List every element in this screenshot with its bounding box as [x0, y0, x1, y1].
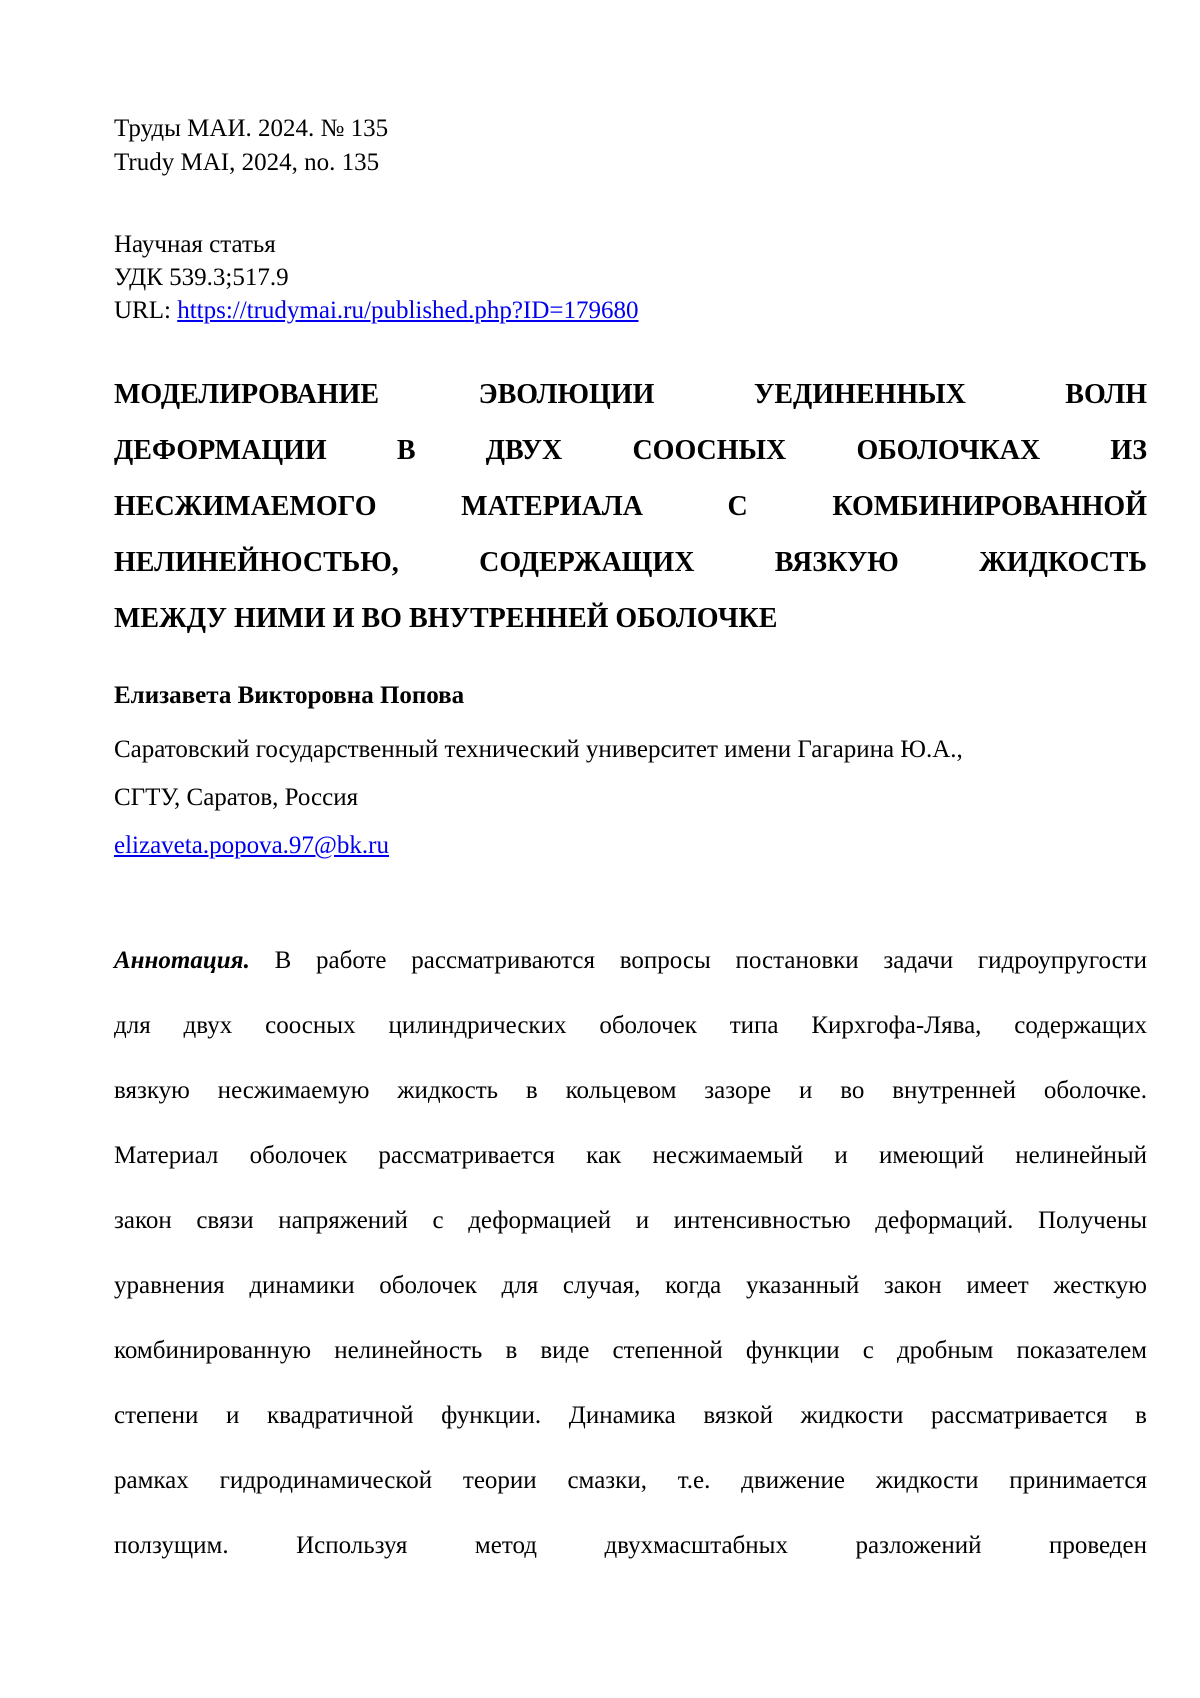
- url-label: URL:: [114, 297, 177, 324]
- article-url-link[interactable]: https://trudymai.ru/published.php?ID=179680: [177, 297, 638, 324]
- affiliation-line-2: СГТУ, Саратов, Россия: [114, 774, 963, 822]
- journal-title-ru: Труды МАИ. 2024. № 135: [114, 112, 388, 146]
- author-affiliation: [114, 726, 963, 870]
- abstract-line-3: вязкую несжимаемую жидкость в кольцевом зазоре и во внутренней оболочке.: [114, 1058, 1147, 1123]
- abstract-label: Аннотация.: [114, 947, 250, 974]
- affiliation-line-1: Саратовский государственный технический университет имени Гагарина Ю.А.,: [114, 726, 963, 774]
- title-line-5: МЕЖДУ НИМИ И ВО ВНУТРЕННЕЙ ОБОЛОЧКЕ: [114, 591, 1147, 647]
- abstract-line-5: закон связи напряжений с деформацией и интенсивностью деформаций. Получены: [114, 1188, 1147, 1253]
- abstract-line-4: Материал оболочек рассматривается как несжимаемый и имеющий нелинейный: [114, 1123, 1147, 1188]
- title-line-4: НЕЛИНЕЙНОСТЬЮ, СОДЕРЖАЩИХ ВЯЗКУЮ ЖИДКОСТЬ: [114, 535, 1147, 591]
- abstract-line-7: комбинированную нелинейность в виде степенной функции с дробным показателем: [114, 1318, 1147, 1383]
- article-type: Научная статья: [114, 228, 638, 261]
- abstract-line-1: [114, 928, 1147, 993]
- abstract-line-8: степени и квадратичной функции. Динамика вязкой жидкости рассматривается в: [114, 1383, 1147, 1448]
- abstract-first-line-text: В работе рассматриваются вопросы постановки задачи гидроупругости: [250, 947, 1147, 974]
- url-line: [114, 294, 638, 327]
- journal-title-en: Trudy MAI, 2024, no. 135: [114, 146, 388, 180]
- article-meta: [114, 228, 638, 327]
- author-name: Елизавета Викторовна Попова: [114, 676, 464, 716]
- abstract-line-2: для двух соосных цилиндрических оболочек типа Кирхгофа-Лява, содержащих: [114, 993, 1147, 1058]
- abstract-line-9: рамках гидродинамической теории смазки, т.е. движение жидкости принимается: [114, 1448, 1147, 1513]
- abstract: [114, 928, 1147, 1578]
- author-email-link[interactable]: elizaveta.popova.97@bk.ru: [114, 832, 389, 859]
- abstract-line-10: ползущим. Используя метод двухмасштабных разложений проведен: [114, 1513, 1147, 1578]
- title-line-2: ДЕФОРМАЦИИ В ДВУХ СООСНЫХ ОБОЛОЧКАХ ИЗ: [114, 423, 1147, 479]
- title-line-1: МОДЕЛИРОВАНИЕ ЭВОЛЮЦИИ УЕДИНЕННЫХ ВОЛН: [114, 367, 1147, 423]
- title-line-3: НЕСЖИМАЕМОГО МАТЕРИАЛА С КОМБИНИРОВАННОЙ: [114, 479, 1147, 535]
- article-title: [114, 367, 1147, 647]
- paper-page: [0, 0, 1200, 1698]
- udk-code: УДК 539.3;517.9: [114, 261, 638, 294]
- journal-header: [114, 112, 388, 180]
- abstract-line-6: уравнения динамики оболочек для случая, когда указанный закон имеет жесткую: [114, 1253, 1147, 1318]
